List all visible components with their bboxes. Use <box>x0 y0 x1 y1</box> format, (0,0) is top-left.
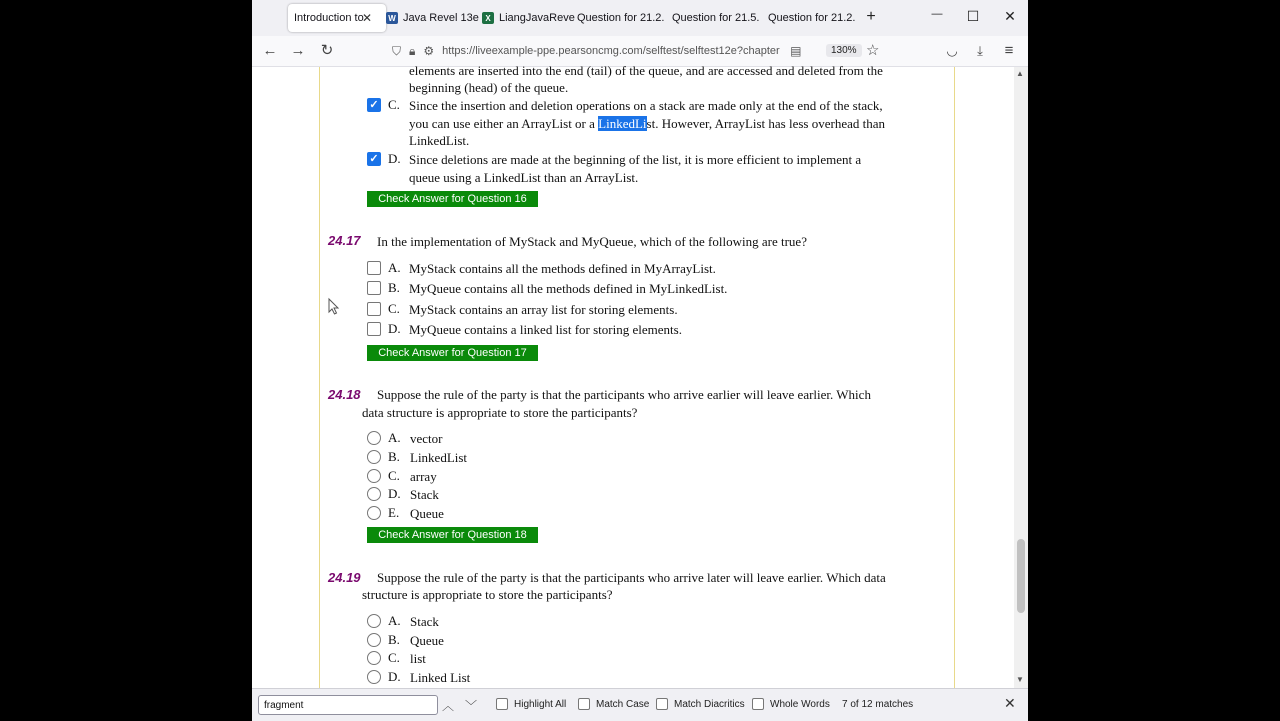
option-text-part: st. However, ArrayList has less overhead than <box>646 116 886 131</box>
checkbox-17c[interactable] <box>367 302 381 316</box>
lock-icon[interactable]: 🔒︎ <box>409 43 416 58</box>
vertical-scrollbar[interactable] <box>1014 67 1028 688</box>
radio-18c[interactable] <box>367 469 381 483</box>
pocket-icon[interactable]: ◡ <box>946 43 958 58</box>
checkbox-17b[interactable] <box>367 281 381 295</box>
option-label: Highlight All <box>514 698 567 710</box>
match-count: 7 of 12 matches <box>842 699 914 710</box>
new-tab-button[interactable]: + <box>866 8 876 25</box>
option-label: Match Case <box>596 698 650 710</box>
find-highlight: LinkedLi <box>598 116 647 131</box>
zoom-level[interactable]: 130% <box>826 44 862 57</box>
url-input[interactable] <box>442 45 782 57</box>
radio-19b[interactable] <box>367 633 381 647</box>
option-letter: D. <box>388 321 401 336</box>
scroll-up-icon[interactable]: ▲ <box>1016 69 1024 78</box>
checkbox-box <box>656 698 668 710</box>
tab-question-21-2-b[interactable] <box>768 4 856 32</box>
tab-label: Question for 21.5. <box>672 12 760 24</box>
question-number: 24.19 <box>328 570 361 585</box>
permissions-icon[interactable]: ⚙ <box>423 44 435 58</box>
option-text: Linked List <box>410 670 471 685</box>
browser-window <box>252 0 1028 720</box>
find-next-icon[interactable]: ﹀ <box>465 699 478 713</box>
excel-icon: X <box>482 12 494 24</box>
question-text: In the implementation of MyStack and MyQueue, which of the following are true? <box>377 234 807 249</box>
radio-18a[interactable] <box>367 431 381 445</box>
forward-arrow-icon[interactable]: → <box>290 42 306 59</box>
option-text: LinkedList. <box>409 133 470 148</box>
radio-18b[interactable] <box>367 450 381 464</box>
option-letter: D. <box>388 486 401 501</box>
question-text: Suppose the rule of the party is that the participants who arrive earlier will leave earlier. Which <box>377 387 871 402</box>
menu-icon[interactable]: ≡ <box>1004 42 1014 59</box>
reload-icon[interactable]: ↻ <box>320 42 334 59</box>
find-previous-icon[interactable]: ︿ <box>442 699 455 713</box>
tab-question-21-2[interactable] <box>577 4 665 32</box>
option-text-part: you can use either an ArrayList or a <box>409 116 599 131</box>
option-text: Since deletions are made at the beginning of the list, it is more efficient to implement a <box>409 152 862 167</box>
tab-label: Introduction to <box>294 12 364 24</box>
check-answer-18-button[interactable]: Check Answer for Question 18 <box>367 527 538 543</box>
option-text: LinkedList <box>410 450 468 465</box>
option-text: MyStack contains an array list for storing elements. <box>409 302 678 317</box>
checkbox-16d[interactable]: ✓ <box>367 152 381 166</box>
question-text: data structure is appropriate to store the participants? <box>362 405 638 420</box>
checkbox-box <box>578 698 590 710</box>
option-text: Stack <box>410 487 439 502</box>
checkbox-box <box>496 698 508 710</box>
option-text: MyQueue contains a linked list for storing elements. <box>409 322 682 337</box>
radio-19a[interactable] <box>367 614 381 628</box>
question-number: 24.17 <box>328 233 361 248</box>
mouse-cursor-icon <box>328 298 340 315</box>
shield-icon[interactable]: ⛉ <box>392 43 402 58</box>
tab-question-21-5[interactable] <box>672 4 760 32</box>
option-text <box>409 115 885 132</box>
option-letter: D. <box>388 151 401 166</box>
tab-label: Question for 21.2. <box>768 12 856 24</box>
word-doc-icon: W <box>386 12 398 24</box>
checkbox-17d[interactable] <box>367 322 381 336</box>
bookmark-star-icon[interactable]: ☆ <box>866 42 880 59</box>
radio-19d[interactable] <box>367 670 381 684</box>
option-text: array <box>410 469 437 484</box>
option-text: Queue <box>410 506 444 521</box>
option-letter: A. <box>388 430 401 445</box>
radio-19c[interactable] <box>367 651 381 665</box>
page-content <box>252 63 1028 688</box>
option-text: vector <box>410 431 443 446</box>
option-text: beginning (head) of the queue. <box>409 80 569 95</box>
tab-label: Java Revel 13e <box>403 12 479 24</box>
close-find-bar-icon[interactable]: ✕ <box>1004 695 1016 711</box>
option-letter: C. <box>388 97 400 112</box>
option-text: Stack <box>410 614 439 629</box>
option-letter: E. <box>388 505 400 520</box>
whole-words-checkbox[interactable] <box>752 698 830 710</box>
scrollbar-thumb[interactable] <box>1017 539 1025 613</box>
tab-liang-java[interactable] <box>482 4 575 32</box>
option-text: Since the insertion and deletion operations on a stack are made only at the end of the stack, <box>409 98 883 113</box>
option-letter: C. <box>388 468 400 483</box>
option-letter: B. <box>388 449 400 464</box>
option-letter: D. <box>388 669 401 684</box>
option-label: Whole Words <box>770 698 830 710</box>
find-bar <box>252 688 1028 721</box>
option-label: Match Diacritics <box>674 698 745 710</box>
window-close-button[interactable]: ✕ <box>1004 8 1016 24</box>
highlight-all-checkbox[interactable] <box>496 698 566 710</box>
option-letter: A. <box>388 613 401 628</box>
close-icon[interactable]: ✕ <box>362 11 373 25</box>
question-number: 24.18 <box>328 387 361 402</box>
check-answer-16-button[interactable]: Check Answer for Question 16 <box>367 191 538 207</box>
option-letter: C. <box>388 650 400 665</box>
find-input[interactable] <box>258 695 438 715</box>
option-text: list <box>410 651 426 666</box>
question-text: structure is appropriate to store the participants? <box>362 587 613 602</box>
radio-18e[interactable] <box>367 506 381 520</box>
question-text: Suppose the rule of the party is that the participants who arrive later will leave earlier. Which data <box>377 570 886 585</box>
download-icon[interactable]: ⤓ <box>977 43 983 58</box>
match-diacritics-checkbox[interactable] <box>656 698 745 710</box>
maximize-button[interactable]: ☐ <box>966 8 980 24</box>
url-bar[interactable] <box>392 40 862 62</box>
option-letter: C. <box>388 301 400 316</box>
option-text: MyQueue contains all the methods defined in MyLinkedList. <box>409 281 728 296</box>
tab-strip <box>252 0 1028 36</box>
check-answer-17-button[interactable]: Check Answer for Question 17 <box>367 345 538 361</box>
minimize-button[interactable]: — <box>931 8 943 20</box>
back-arrow-icon[interactable]: ← <box>262 42 278 59</box>
checkbox-17a[interactable] <box>367 261 381 275</box>
match-case-checkbox[interactable] <box>578 698 649 710</box>
tab-label: Question for 21.2. <box>577 12 665 24</box>
option-text: queue using a LinkedList than an ArrayList. <box>409 170 639 185</box>
option-text: MyStack contains all the methods defined in MyArrayList. <box>409 261 716 276</box>
tab-introduction[interactable] <box>288 4 386 32</box>
checkbox-16c[interactable]: ✓ <box>367 98 381 112</box>
option-letter: B. <box>388 280 400 295</box>
tab-label: LiangJavaReve <box>499 12 575 24</box>
scroll-down-icon[interactable]: ▼ <box>1016 675 1024 684</box>
reader-view-icon[interactable]: ▤ <box>790 44 802 58</box>
option-letter: B. <box>388 632 400 647</box>
option-letter: A. <box>388 260 401 275</box>
option-text: Queue <box>410 633 444 648</box>
tab-java-revel[interactable] <box>386 4 479 32</box>
checkbox-box <box>752 698 764 710</box>
option-text: elements are inserted into the end (tail) of the queue, and are accessed and deleted from the <box>409 63 883 78</box>
radio-18d[interactable] <box>367 487 381 501</box>
